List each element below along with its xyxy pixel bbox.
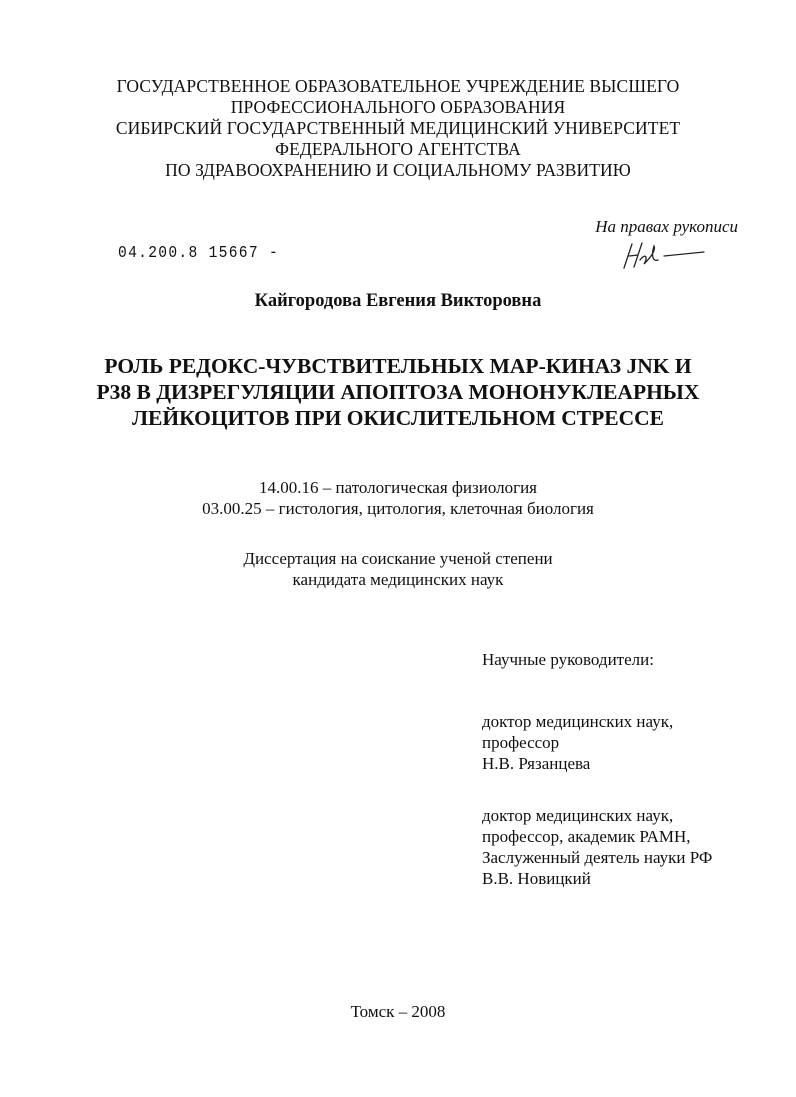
specialty-codes (0, 477, 796, 519)
title-line: ЛЕЙКОЦИТОВ ПРИ ОКИСЛИТЕЛЬНОМ СТРЕССЕ (131, 406, 664, 430)
institution-header (0, 76, 796, 181)
title-line: Р38 В ДИЗРЕГУЛЯЦИИ АПОПТОЗА МОНОНУКЛЕАРНЫХ (96, 380, 700, 404)
title-line: РОЛЬ РЕДОКС-ЧУВСТВИТЕЛЬНЫХ МАР-КИНАЗ JNK И (104, 354, 692, 378)
handwritten-signature (618, 238, 708, 272)
supervisor-line: В.В. Новицкий (482, 869, 591, 888)
inventory-dash-mark: - (258, 244, 280, 263)
supervisor-novitsky (482, 805, 712, 889)
institution-line: СИБИРСКИЙ ГОСУДАРСТВЕННЫЙ МЕДИЦИНСКИЙ УНИВЕРСИТЕТ (115, 118, 681, 138)
supervisor-line: Заслуженный деятель науки РФ (482, 848, 713, 867)
manuscript-rights-note: На правах рукописи (595, 217, 738, 236)
institution-line: ГОСУДАРСТВЕННОЕ ОБРАЗОВАТЕЛЬНОЕ УЧРЕЖДЕНИЕ ВЫСШЕГО (116, 76, 680, 96)
supervisor-line: доктор медицинских наук, (482, 806, 674, 825)
specialty-line: 03.00.25 – гистология, цитология, клеточная биология (202, 499, 594, 518)
degree-line: Диссертация на соискание ученой степени (243, 549, 553, 568)
supervisor-ryazantseva (482, 711, 673, 774)
city-year: Томск – 2008 (350, 1002, 446, 1021)
supervisors-heading: Научные руководители: (482, 650, 654, 669)
degree-line: кандидата медицинских наук (292, 570, 504, 589)
library-inventory-number (118, 244, 279, 263)
degree-statement (0, 548, 796, 590)
institution-line: ПО ЗДРАВООХРАНЕНИЮ И СОЦИАЛЬНОМУ РАЗВИТИЮ (165, 160, 631, 180)
supervisor-line: доктор медицинских наук, (482, 712, 674, 731)
supervisor-line: профессор, академик РАМН, (482, 827, 691, 846)
dissertation-title (0, 353, 796, 431)
institution-line: ПРОФЕССИОНАЛЬНОГО ОБРАЗОВАНИЯ (230, 97, 566, 117)
institution-line: ФЕДЕРАЛЬНОГО АГЕНТСТВА (275, 139, 521, 159)
specialty-line: 14.00.16 – патологическая физиология (259, 478, 537, 497)
supervisor-line: профессор (482, 733, 560, 752)
author-name: Кайгородова Евгения Викторовна (254, 291, 542, 311)
inventory-number-text: 04.200.8 15667 (118, 244, 259, 263)
supervisor-line: Н.В. Рязанцева (482, 754, 591, 773)
